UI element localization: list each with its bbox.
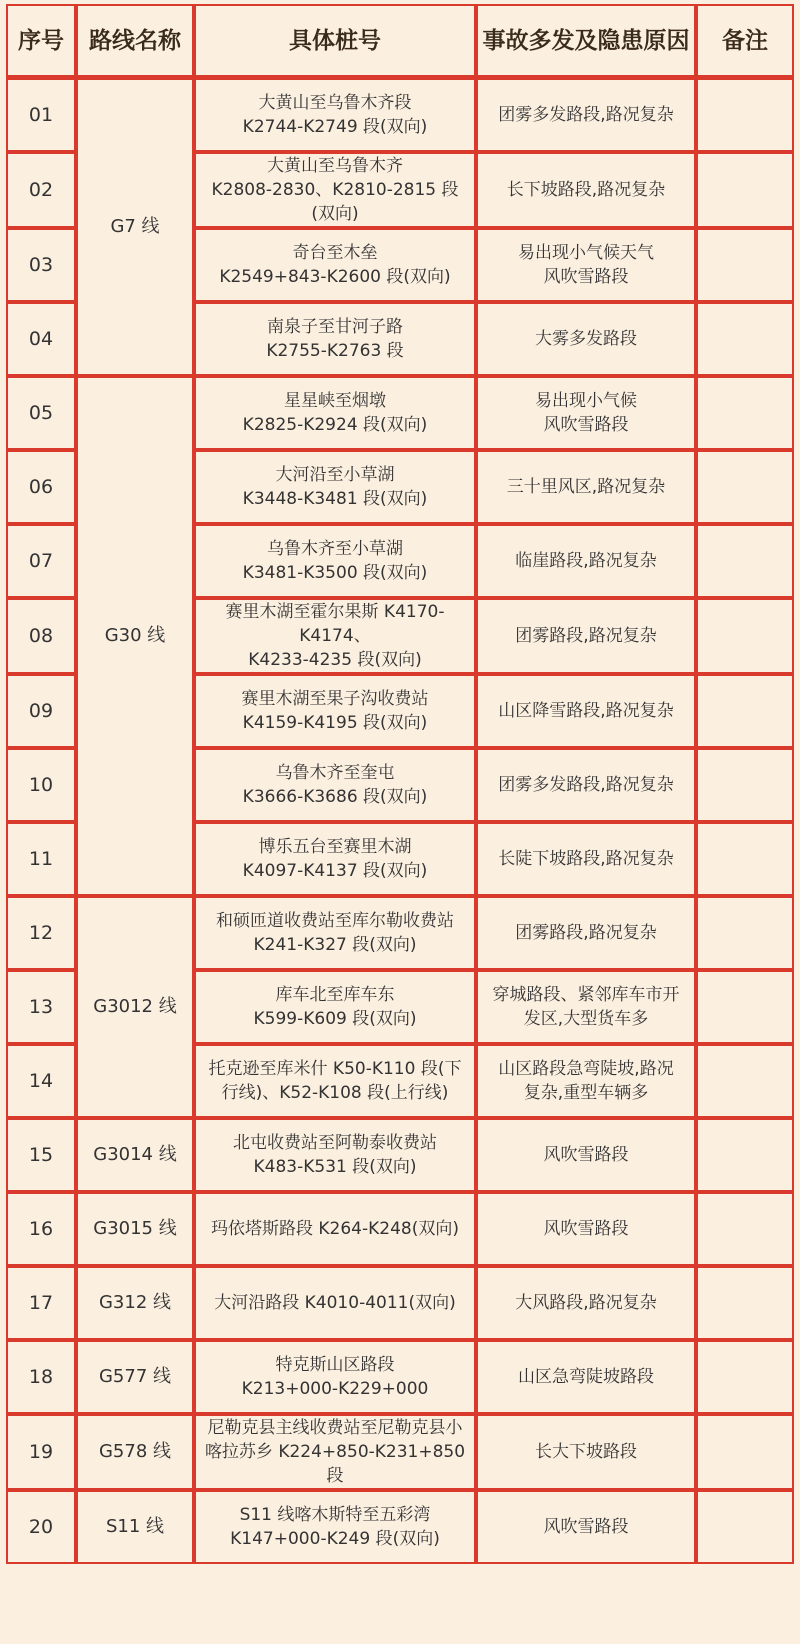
header-row <box>6 4 794 78</box>
stake-cell <box>194 970 476 1044</box>
reason-line-1: 长大下坡路段 <box>535 1442 637 1462</box>
stake-line-1: 大河沿至小草湖 <box>275 465 395 485</box>
stake-line-1: 乌鲁木齐至小草湖 <box>267 539 403 559</box>
reason-line-2: 风吹雪路段 <box>543 415 629 435</box>
stake-line-1: 北屯收费站至阿勒泰收费站 <box>233 1133 437 1153</box>
reason-cell <box>476 228 696 302</box>
row-index: 11 <box>6 822 76 896</box>
header-remark: 备注 <box>696 4 794 78</box>
header-stake: 具体桩号 <box>194 4 476 78</box>
stake-line-2: K241-K327 段(双向) <box>253 935 417 955</box>
stake-line-1: 大河沿路段 K4010-4011(双向) <box>214 1293 456 1313</box>
remark-cell <box>696 1266 794 1340</box>
stake-cell <box>194 1266 476 1340</box>
remark-cell <box>696 1044 794 1118</box>
remark-cell <box>696 1118 794 1192</box>
stake-line-2: K4159-K4195 段(双向) <box>242 713 428 733</box>
stake-line-2: K213+000-K229+000 <box>241 1379 429 1399</box>
reason-line-2: 风吹雪路段 <box>543 267 629 287</box>
row-index: 15 <box>6 1118 76 1192</box>
remark-cell <box>696 228 794 302</box>
stake-line-1: 大黄山至乌鲁木齐段 <box>258 93 412 113</box>
stake-cell <box>194 1118 476 1192</box>
reason-line-1: 长下坡路段,路况复杂 <box>506 180 666 200</box>
reason-cell <box>476 450 696 524</box>
route-name: G578 线 <box>76 1414 194 1490</box>
remark-cell <box>696 78 794 152</box>
row-index: 02 <box>6 152 76 228</box>
table-frame <box>6 4 794 1640</box>
header-route: 路线名称 <box>76 4 194 78</box>
table-row <box>6 1266 794 1340</box>
reason-line-1: 易出现小气候 <box>535 391 637 411</box>
stake-line-2: K147+000-K249 段(双向) <box>230 1529 440 1549</box>
row-index: 19 <box>6 1414 76 1490</box>
remark-cell <box>696 748 794 822</box>
stake-cell <box>194 748 476 822</box>
reason-line-1: 三十里风区,路况复杂 <box>506 477 666 497</box>
stake-line-2: K3448-K3481 段(双向) <box>242 489 428 509</box>
reason-cell <box>476 1490 696 1564</box>
stake-line-1: 赛里木湖至果子沟收费站 <box>241 689 429 709</box>
accident-hotspot-table <box>6 4 794 1564</box>
remark-cell <box>696 1192 794 1266</box>
reason-cell <box>476 1414 696 1490</box>
table-row <box>6 1490 794 1564</box>
row-index: 17 <box>6 1266 76 1340</box>
reason-cell <box>476 748 696 822</box>
stake-cell <box>194 674 476 748</box>
stake-cell <box>194 228 476 302</box>
stake-line-2: K2755-K2763 段 <box>266 341 404 361</box>
reason-cell <box>476 1118 696 1192</box>
reason-line-1: 团雾路段,路况复杂 <box>515 923 657 943</box>
table-row <box>6 896 794 970</box>
stake-cell <box>194 302 476 376</box>
row-index: 04 <box>6 302 76 376</box>
row-index: 09 <box>6 674 76 748</box>
stake-line-1: 和硕匝道收费站至库尔勒收费站 <box>216 911 454 931</box>
table-row <box>6 1414 794 1490</box>
row-index: 01 <box>6 78 76 152</box>
reason-cell <box>476 674 696 748</box>
route-name: S11 线 <box>76 1490 194 1564</box>
table-row <box>6 1192 794 1266</box>
reason-cell <box>476 598 696 674</box>
reason-cell <box>476 970 696 1044</box>
remark-cell <box>696 970 794 1044</box>
stake-line-1: 博乐五台至赛里木湖 <box>258 837 412 857</box>
remark-cell <box>696 450 794 524</box>
row-index: 18 <box>6 1340 76 1414</box>
stake-cell <box>194 376 476 450</box>
stake-line-1: 大黄山至乌鲁木齐 <box>267 156 403 176</box>
stake-line-2: K4233-4235 段(双向) <box>248 650 422 670</box>
stake-line-1: 南泉子至甘河子路 <box>267 317 403 337</box>
remark-cell <box>696 896 794 970</box>
reason-line-1: 风吹雪路段 <box>543 1517 629 1537</box>
row-index: 16 <box>6 1192 76 1266</box>
stake-line-2: K3481-K3500 段(双向) <box>242 563 428 583</box>
reason-line-1: 临崖路段,路况复杂 <box>515 551 657 571</box>
route-name: G7 线 <box>76 78 194 376</box>
reason-cell <box>476 1192 696 1266</box>
remark-cell <box>696 1490 794 1564</box>
row-index: 13 <box>6 970 76 1044</box>
remark-cell <box>696 524 794 598</box>
stake-cell <box>194 598 476 674</box>
stake-line-1: 托克逊至库米什 K50-K110 段(下 <box>208 1059 462 1079</box>
table-row <box>6 78 794 152</box>
remark-cell <box>696 674 794 748</box>
stake-line-2: 喀拉苏乡 K224+850-K231+850 段 <box>204 1442 466 1486</box>
reason-line-1: 团雾路段,路况复杂 <box>515 626 657 646</box>
reason-cell <box>476 1266 696 1340</box>
reason-line-1: 山区急弯陡坡路段 <box>518 1367 654 1387</box>
reason-line-1: 山区降雪路段,路况复杂 <box>498 701 674 721</box>
reason-cell <box>476 524 696 598</box>
stake-line-1: 尼勒克县主线收费站至尼勒克县小 <box>207 1418 463 1438</box>
reason-line-1: 风吹雪路段 <box>543 1219 629 1239</box>
reason-line-1: 团雾多发路段,路况复杂 <box>498 775 674 795</box>
stake-line-1: 赛里木湖至霍尔果斯 K4170-K4174、 <box>225 602 445 646</box>
table-row <box>6 1340 794 1414</box>
row-index: 14 <box>6 1044 76 1118</box>
remark-cell <box>696 1340 794 1414</box>
reason-cell <box>476 152 696 228</box>
reason-cell <box>476 78 696 152</box>
route-name: G3014 线 <box>76 1118 194 1192</box>
reason-line-2: 发区,大型货车多 <box>523 1009 649 1029</box>
stake-cell <box>194 1340 476 1414</box>
row-index: 03 <box>6 228 76 302</box>
reason-line-1: 穿城路段、紧邻库车市开 <box>492 985 680 1005</box>
stake-cell <box>194 78 476 152</box>
remark-cell <box>696 598 794 674</box>
row-index: 08 <box>6 598 76 674</box>
reason-line-1: 大风路段,路况复杂 <box>515 1293 657 1313</box>
route-name: G3012 线 <box>76 896 194 1118</box>
stake-line-1: 玛依塔斯路段 K264-K248(双向) <box>211 1219 459 1239</box>
row-index: 20 <box>6 1490 76 1564</box>
stake-cell <box>194 1414 476 1490</box>
stake-line-2: K2808-2830、K2810-2815 段(双向) <box>211 180 459 224</box>
remark-cell <box>696 1414 794 1490</box>
route-name: G30 线 <box>76 376 194 896</box>
table-row <box>6 1118 794 1192</box>
stake-line-1: 特克斯山区路段 <box>275 1355 395 1375</box>
remark-cell <box>696 152 794 228</box>
header-reason: 事故多发及隐患原因 <box>476 4 696 78</box>
stake-line-2: K2744-K2749 段(双向) <box>242 117 428 137</box>
reason-line-1: 团雾多发路段,路况复杂 <box>498 105 674 125</box>
stake-cell <box>194 152 476 228</box>
row-index: 07 <box>6 524 76 598</box>
route-name: G312 线 <box>76 1266 194 1340</box>
reason-line-1: 长陡下坡路段,路况复杂 <box>498 849 674 869</box>
stake-line-2: K3666-K3686 段(双向) <box>242 787 428 807</box>
table-row <box>6 376 794 450</box>
row-index: 05 <box>6 376 76 450</box>
remark-cell <box>696 822 794 896</box>
reason-cell <box>476 302 696 376</box>
reason-line-1: 山区路段急弯陡坡,路况 <box>498 1059 674 1079</box>
remark-cell <box>696 376 794 450</box>
stake-line-2: K2825-K2924 段(双向) <box>242 415 428 435</box>
stake-line-2: K599-K609 段(双向) <box>253 1009 417 1029</box>
stake-cell <box>194 450 476 524</box>
route-name: G3015 线 <box>76 1192 194 1266</box>
stake-line-1: 乌鲁木齐至奎屯 <box>275 763 395 783</box>
stake-cell <box>194 1490 476 1564</box>
route-name: G577 线 <box>76 1340 194 1414</box>
stake-line-2: K483-K531 段(双向) <box>253 1157 417 1177</box>
reason-cell <box>476 1044 696 1118</box>
row-index: 10 <box>6 748 76 822</box>
table-body <box>6 78 794 1564</box>
stake-line-1: 星星峡至烟墩 <box>284 391 386 411</box>
remark-cell <box>696 302 794 376</box>
stake-line-1: S11 线喀木斯特至五彩湾 <box>239 1505 431 1525</box>
stake-cell <box>194 1192 476 1266</box>
reason-line-1: 大雾多发路段 <box>535 329 637 349</box>
stake-cell <box>194 1044 476 1118</box>
stake-cell <box>194 822 476 896</box>
stake-line-2: K2549+843-K2600 段(双向) <box>219 267 451 287</box>
stake-cell <box>194 896 476 970</box>
reason-cell <box>476 822 696 896</box>
stake-cell <box>194 524 476 598</box>
stake-line-2: 行线)、K52-K108 段(上行线) <box>221 1083 449 1103</box>
stake-line-1: 奇台至木垒 <box>292 243 378 263</box>
reason-cell <box>476 896 696 970</box>
stake-line-2: K4097-K4137 段(双向) <box>242 861 428 881</box>
header-index: 序号 <box>6 4 76 78</box>
reason-line-1: 风吹雪路段 <box>543 1145 629 1165</box>
reason-cell <box>476 1340 696 1414</box>
row-index: 06 <box>6 450 76 524</box>
stake-line-1: 库车北至库车东 <box>275 985 395 1005</box>
reason-line-2: 复杂,重型车辆多 <box>523 1083 649 1103</box>
reason-cell <box>476 376 696 450</box>
row-index: 12 <box>6 896 76 970</box>
reason-line-1: 易出现小气候天气 <box>518 243 654 263</box>
